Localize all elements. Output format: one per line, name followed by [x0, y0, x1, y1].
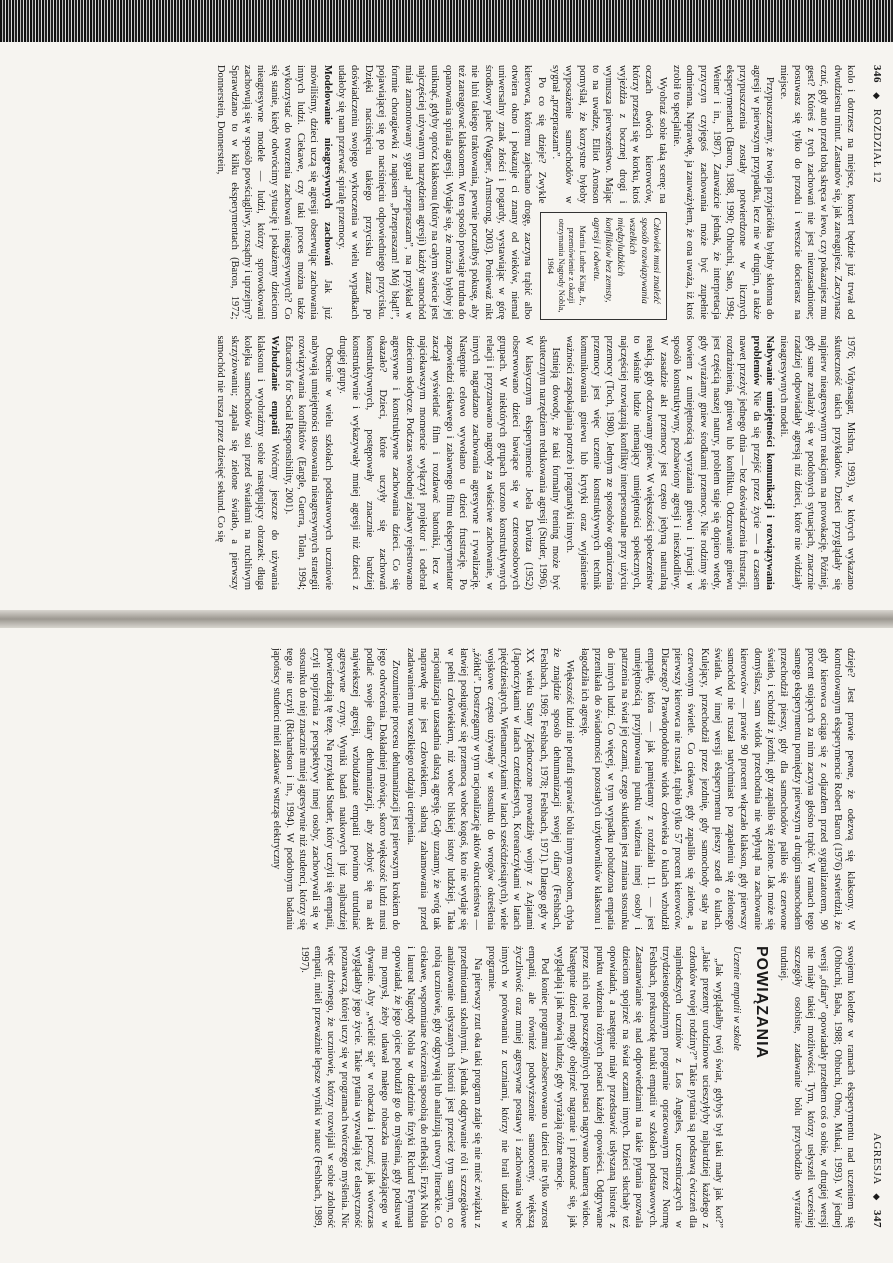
paragraph: Istnieją dowody, że taki formalny trening może być skutecznym narzędziem redukowania agresji (Studer, 1996). W klasycznym eksperymencie Joela Davitza (1952) obserwowano dzieci bawiące się w czteroosobowych grupach. W niektórych grupach uczono konstruktywnych relacji i przyznawano nagrody za właściwe zachowanie, w innych nagradzano zachowania agresywne i rywalizację. Następnie celowo wywołano u dzieci frustrację. Po zapowiedzi ciekawego i zabawnego filmu eksperymentator zaczął wyświetlać film i rozdawać batoniki, lecz w najciekawszym momencie wyłączył projektor i odebrał dzieciom słodycze. Podczas swobodnej zabawy rejestrowano agresywne i konstruktywne zachowania dzieci. Co się okazało? Dzieci, które uczyły się zachowań konstruktywnych, postępowały znacznie bardziej konstruktywnie i wykazywały mniej agresji niż dzieci z drugiej grupy. — [337, 335, 562, 590]
quote-box — [540, 212, 667, 320]
section-title: POWIĄZANIA — [753, 946, 771, 1060]
paragraph: kolo i dotrzesz na miejsce, koncert będzie już trwał od dwudziestu minut. Zastanów się, jak zareagujesz. Zaczynasz czuć, gdy auto przed tobą skręca w lewo, czy pokazujesz mu gest? Któreś z tych zachowań nie jest nieuzasadnione; posuwasz się tylko do przodu i wreszcie docierasz na miejsce. — [778, 65, 856, 320]
page-347 — [0, 628, 893, 1248]
runin-heading: Modelowanie nieagresywnych zachowań — [321, 65, 333, 267]
paragraph: Większość ludzi nie potrafi sprawiać bólu innym osobom, chyba że znajdzie sposób dehumanizacji swojej ofiary (Feshbach, Feshbach, 1969; Feshbach, 1978; Feshbach, 1971). Dlatego gdy w XX wieku Stany Zjednoczone prowadziły wojny z Azjatami (Japończykami w latach czterdziestych, Koreańczykami w latach pięćdziesiątych, Wietnamczykami w latach sześćdziesiątych), wiele wojskowe często używały w stosunku do wrogów określenia „żółtki”. Dostrzegamy w tym racjonalizację aktów okrucieństwa — łatwiej posługiwać się przemocą wobec kogoś, kto nie wydaje się w pełni człowiekiem, niż wobec bliskiej istoty ludzkiej. Taka racjonalizacja uzasadnia dalszą agresję. Gdy uznamy, że wróg tak naprawdę nie jest człowiekiem, słabną zahamowania przed zadawaniem mu wszelkiego rodzaju cierpienia. — [404, 648, 576, 930]
column-2 — [10, 336, 857, 591]
paragraph-text: Wróćmy jeszcze do używania klaksonu i wyobraźmy sobie następujący obrazek: długa kolejka samochodów stoi przed światłami na ruchliwym skrzyżowaniu; zapala się zielone światło, a pierwszy samochód nie rusza przez dziesięć sekund. Co się — [215, 335, 280, 590]
chapter-label: ROZDZIAŁ 12 — [871, 108, 883, 184]
paragraph: Pod koniec programu zaobserwowano u dzieci nie tylko wzrost empatii, ale również podwyższenie samooceny, większą życzliwość oraz mniej agresywne postawy i zachowania wobec innych w porównaniu z uczniami, którzy nie brali udziału w programie. — [486, 946, 551, 1228]
quote-credit: Martin Luther King, Jr., przemówienie z okazji otrzymania Nagrody Nobla, 1964 — [546, 218, 587, 313]
running-head-right — [867, 648, 883, 1228]
paragraph: swojemu koledze w ramach eksperymentu nad uczeniem się (Ohbuchi, Baba, 1988; Ohbuchi, Ohno, Mukai, 1993). W jednej wersji „ofiary” opowiadały przedtem coś o sobie, w drugiej wersji nie miały takiej możliwości. Tym, którzy usłyszeli wcześniej szczegóły osobiste, zadawanie bólu przychodziło wyraźnie trudniej. — [778, 946, 856, 1228]
scanner-edge — [0, 0, 893, 42]
paragraph: „Jak wyglądałby twój świat, gdybyś był taki mały jak kot?” „Jakie prezenty urodzinowe ucieszyłyby najbardziej każdego z członków twojej rodziny?” Takie pytania są podstawą ćwiczeń dla najmłodszych uczniów z Los Angeles, uczestniczących w trzydziestogodzinnym programie opracowanym przez Normę Feshbach, prekursorkę nauki empatii w szkołach podstawowych. Zastanawianie się nad odpowiedziami na takie pytania pozwala dzieciom spojrzeć na świat oczami innych. Dzieci słuchały też opowiadań, a następnie miały przedstawić usłyszaną historię z punktu widzenia różnych postaci każdej opowieści. Odgrywane przez nich role poszczególnych postaci nagrywano kamerą wideo. Następnie dzieci mogły obejrzeć nagranie i przekonać się, jak wyglądają i jak mówią ludzie, gdy wyrażają różne emocje. — [553, 946, 725, 1228]
page-number: 347 — [871, 1210, 883, 1228]
text-columns — [10, 648, 857, 1228]
paragraph: Wyobraź sobie taką scenę: na oczach dwóch kierowców, którzy przeszli się w korku, ktoś wyjeżdża z bocznej drogi i wymusza pierwszeństwo. Mając to na uwadze, Elliot Aronson pomyślał, że korzystne byłoby wyposażenie samochodów w sygnał „przepraszam”. — [550, 65, 668, 204]
paragraph-text: Jak już mówiliśmy, dzieci uczą się agresji obserwując zachowania innych ludzi. Ciekawe, czy taki proces można także wykorzystać do tworzenia zachowań nieagresywnych? Co się stanie, kiedy odwrócimy sytuację i pokażemy dzieciom nieagresywne modele — ludzi, którzy sprowokowani zachowują się w sposób powściągliwy, rozsądny i uprzejmy? Sprawdzano to w kilku eksperymentach (Baron, 1972; Donnerstein, Donnerstein, — [215, 65, 333, 320]
paragraph: Po co się dzieje? Zwykle kierowca, któremu zajechano drogę, zaczyna trąbić albo otwiera okno i pokazuje ci znany od wieków, niemal uniwersalny znak złości i pogardy, wystawiając w górę środkowy palec (Wagner, Armstrong, 2003). Ponieważ nikt nie lubi takiego traktowania, pewnie poczułbyś pokusę, aby też zareagować klaksonem. W ten sposób powstaje trudna do opanowania spirala agresji. Wydaje się, że można byłoby jej uniknąć, gdyby oprócz klaksonu (który na całym świecie jest najczęściej używanym narzędziem agresji) każdy samochód miał zamontowany sygnał „przepraszam”, na przykład w formie choragiewki z napisem „Przepraszam! Mój błąd!”, pojawiającej się po naciśnięciu odpowiedniego przycisku. Dzięki naciśnięciu takiego przycisku zaraz po doświadczeniu swojego wykroczenia w wielu wypadkach udałoby się nam przerwać spiralę przemocy. — [336, 65, 547, 320]
diamond-icon: ◆ — [872, 92, 882, 100]
page-346 — [0, 45, 893, 610]
runin-heading: Nabywanie umiejętności komunikacji i rozwiązywania problemów — [750, 335, 776, 590]
paragraph: Obecnie w wielu szkołach podstawowych uczniowie nabywają umiejętności stosowania nieagresywnych strategii rozwiązywania konfliktów (Eargle, Guerra, Tolan, 1994; Educators for Social Responsibility, 2001). — [282, 335, 334, 590]
quote-text: Człowiek musi znaleźć sposób rozwiązywania wszelkich międzyludzkich konfliktów bez zemsty, agresji i odwetu. — [590, 217, 662, 304]
runin-heading: Wzbudzanie empatii — [268, 335, 280, 435]
paragraph-text: Nie da się przejść przez życie — a czasem nawet przeżyć jednego dnia — bez doświadczenia frustracji, rozdrażnienia, gniewu lub konfliktu. Odczuwanie gniewu jest częścią naszej natury, problem staje się dopiero wtedy, gdy wyrażamy gniew środkami przemocy. Nie rodzimy się bowiem z umiejętnością wyrażania gniewu i irytacji w sposób konstruktywny, pozbawiony agresji i nieszkodliwy. W zasadzie akt przemocy jest często jedyną naturalną reakcją, gdy odczuwamy gniew. W większości społeczeństw to właśnie ludzie niemający umiejętności społecznych, najczęściej rozwiązują konflikty interpersonalne przy użyciu przemocy (Toch, 1980). Jednym ze sposobów ograniczenia przemocy jest więc uczenie konstruktywnych technik komunikowania gniewu lub krytyki oraz wyjaśnienie ważności zaspokajania potrzeb i pragmatyki innych. — [564, 335, 762, 590]
paragraph-with-runin — [563, 336, 776, 591]
text-columns — [10, 65, 857, 590]
paragraph-with-runin — [214, 65, 334, 320]
paragraph: Na pierwszy rzut oka taki program zdaje się nie mieć związku z przedmiotami szkolnymi. A jednak odgrywanie ról i szczegółowe analizowanie usłyszanych historii jest przecież tym samym, co robią uczniowie, gdy odgrywają lub analizują utwory literackie. Co ciekawe, wspomniane ćwiczenia sposobią do refleksji. Fizyk Nobla i laureat Nagrody Nobla w dziedzinie fizyki Richard Feynman opowiadał, że jego ojciec pobudził go do myślenia, gdy podsuwał mu pomysł, żeby udawał małego robaczka mieszkającego w dywanie. Aby „wcielić się” w robaczka i poczuć, jak wówczas wyglądałby jego życie. Takie pytania wyzwalają też elastyczność poznawczą, której uczy się w programach twórczego myślenia. Nic więc dziwnego, że uczniowie, którzy rozwijali w sobie zdolność empatii, mieli przeważnie lepsze wyniki w nauce (Feshbach, 1989, 1997). — [298, 946, 483, 1228]
paragraph-with-runin — [214, 336, 281, 591]
paragraph: dzieje? Jest prawie pewne, że odezwą się klaksony. W kontrolowanym eksperymencie Robert Baron (1976) stwierdził, że gdy kierowca ociąga się z odjazdem przed sygnalizatorem, 90 procent stojących za nim zaczyna głośno trąbić. W ramach tego samego eksperymentu pomiędzy pierwszym a drugim samochodem przechodził pieszy, gdy dla samochodów paliło się czerwone światło, i schodził z jezdni, gdy zapaliło się zielone. Jak może się domyślasz, sam widok przechodnia nie wpłynął na zachowanie kierowców — prawie 90 procent włączało klakson, gdy pierwszy samochód nie ruszał natychmiast po zapaleniu się zielonego światła. W innej wersji eksperymentu pieszy szedł o kulach. Kulejący, przechodził przez jezdnię, gdy samochody stały na czerwonym świetle. Co ciekawe, gdy zapaliło się zielone, a pierwszy kierowca nie ruszał, trąbiło tylko 57 procent kierowców. Dlaczego? Prawdopodobnie widok człowieka o kulach wzbudził empatię, która — jak pamiętamy z rozdziału 11. — jest umiejętnością przyjmowania punktu widzenia innej osoby i patrzenia na świat jej oczami, czego skutkiem jest zmiana stosunku do innych ludzi. Co więcej, w tym wypadku pobudzona empatia przenikała do świadomości pozostałych użytkowników klaksonu i łagodziła ich agresję. — [578, 648, 856, 930]
diamond-icon: ◆ — [872, 1193, 882, 1201]
running-head-left — [867, 65, 883, 590]
column-2 — [10, 946, 857, 1228]
paragraph: Przypuszczamy, że twoja przyjaciółka byłaby skłonna do agresji w pierwszym przypadku, lecz nie w drugim, a także przypuszczenia zostały potwierdzone w licznych eksperymentach (Baron, 1988, 1990; Ohbuchi, Sato, 1994; Weiner i in., 1987). Zauważcie jednak, że interpretacja przyczyn czyjegoś zachowania może być zupełnie odmienna. Naprawdę, ja zauważyłem, że ona uważa, iż ktoś zrobił to specjalnie. — [670, 65, 776, 320]
page-number: 346 — [871, 65, 883, 83]
chapter-label: AGRESJA — [871, 1132, 883, 1185]
book-gutter — [0, 610, 893, 628]
section-subheading: Uczenie empatii w szkole — [730, 946, 742, 1051]
column-1 — [10, 65, 857, 320]
paragraph: Zrozumienie procesu dehumanizacji jest pierwszym krokiem do jego odwrócenia. Dokładniej mówiąc, skoro większość ludzi musi podlać swoje ofiary dehumanizacji, aby zdobyć się na akt najwiekszej agresji, wzbudzanie empatii powinno utrudniać agresywne czyny. Wyniki badań naukowych już najbardziej potwierdzają tę tezę. Na przykład Studer, który uczyli się empatii, czyli spojrzenia z perspektywy innej osoby, zachowywali się w stosunku do niej znacznie mniej agresywnie niż studenci, którzy się tego nie uczyli (Richardson i in., 1994). W podobnym badaniu japońscy studenci mieli zadawać wstrząs elektryczny — [270, 648, 402, 930]
paragraph: 1976; Vidyasagar, Mishra, 1993), w których wykazano skuteczność takich przykładów. Dzieci przyglądały się najpierw nieagresywnym reakcjom na prowokację. Później, gdy same znalazły się w podobnych sytuacjach, znacznie rzadziej odpowiadały agresją niż dzieci, które nie widziały nieagresywnych modeli. — [778, 335, 856, 590]
column-1 — [10, 648, 857, 930]
